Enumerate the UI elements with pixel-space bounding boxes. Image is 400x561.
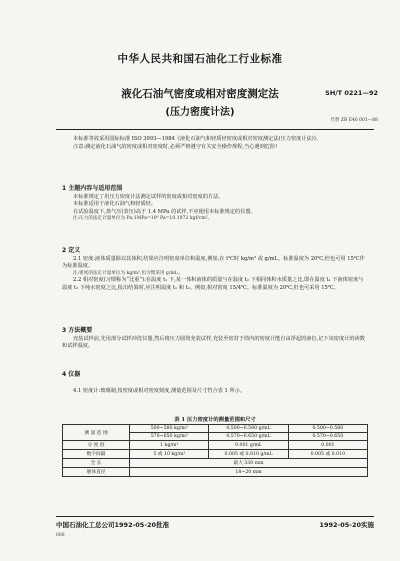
section-4 [62, 371, 368, 395]
table-cell: 0.001 g/mL [209, 441, 288, 450]
table-cell: 0.005 或 0.010 g/mL [209, 450, 288, 459]
table-cell: 1 kg/m³ [130, 441, 209, 450]
table-cell: 0.001 [288, 441, 367, 450]
section-3 [62, 327, 368, 351]
paragraph: 充装试样前,先用部分试样冲洗仪器,然后将压力圆筒充装试样,充装至密封于筒内的密度计能自由浮起的液位,记下该密度计的读数和试样温度。 [62, 335, 365, 350]
intro-paragraph: 本标准等效采用国际标准 ISO 3993—1984《液化石油气和轻质烃密度或相对密度测定法(压力密度计法)》。 [73, 136, 322, 142]
table-cell: 测 量 范 围 [63, 425, 130, 441]
specification-table [62, 424, 368, 477]
intro [62, 136, 368, 151]
section-heading: 3 方法概要 [62, 327, 93, 334]
bottom-divider [56, 516, 374, 517]
table-row [63, 468, 368, 477]
table-cell: 全 长 [63, 459, 130, 468]
section-heading: 4 仪器 [62, 371, 81, 378]
standard-org: 中华人民共和国石油化工行业标准 [117, 53, 283, 65]
table-cell: 躯体直径 [63, 468, 130, 477]
paragraph: 在试验温度下,蒸气压(表压)高于 1.4 MPa 的试样,不应使用本标准规定的仪器。 [73, 208, 256, 215]
table-caption: 表 1 压力密度计的测量范围和尺寸 [174, 417, 256, 423]
top-divider [56, 129, 374, 130]
note: 注:压力的法定计量单位为 Pa;1MPa=10⁶ Pa=10.1972 kgf/cm²。 [73, 216, 213, 222]
table-cell: 最大 330 mm [130, 459, 368, 468]
section-heading: 2 定义 [62, 247, 81, 254]
table-cell: 500~580 kg/m³ [130, 425, 209, 433]
table-cell: 分 度 值 [63, 441, 130, 450]
table-cell: 5 或 10 kg/m³ [130, 450, 209, 459]
paragraph: 2.2 相对密度(习惯称为“比重”):在温度 t₁ 下,某一体积液体的质量与在温度 t₂ 下相同体积水质量之比,即在温度 t₁ 下液体密度与温度 t₂ 下纯水密度之比,报出结果时,应注明温度 t₁ 和 t₂。例如,相对密度 15/4℃。标准温度为 20℃,但也可采用 15℃。 [62, 277, 364, 291]
page-title: 液化石油气密度或相对密度测定法 [121, 88, 279, 100]
paragraph: 本标准规定了用压力密度计法测定试样的密度或相对密度的方法。 [73, 193, 224, 200]
note: 注:密度的法定计量单位为 kg/m³,但习惯采用 g/mL。 [73, 270, 183, 276]
table-cell: 18~20 mm [130, 468, 368, 477]
table-row [63, 425, 368, 433]
table-row [63, 459, 368, 468]
implementation-date: 1992-05-20实施 [319, 521, 374, 529]
paragraph: 4.1 密度计:玻璃制,按密度或相对密度刻度,测量范围及尺寸符合表 1 所示。 [73, 387, 245, 394]
section-1 [62, 185, 368, 223]
table-cell: 数字间隔 [63, 450, 130, 459]
table-row [63, 441, 368, 450]
approval-note: 中国石油化工总公司1992-05-20批准 [56, 521, 170, 529]
paragraph: 本标准适用于液化石油气和轻质烃。 [73, 201, 157, 208]
table-cell: 0.570~0.650 g/mL [209, 433, 288, 441]
page-number: 688 [56, 533, 65, 538]
table-cell: 570~650 kg/m³ [130, 433, 209, 441]
page-subtitle: (压力密度计法) [165, 107, 235, 118]
safety-warning: 注意:测定液化石油气的密度或相对密度时,必须严格遵守有关安全操作规程,当心遇到危险! [73, 143, 278, 150]
replaces-note: 代替 ZB E46 001—88 [330, 118, 378, 123]
table-cell: 0.005 或 0.010 [288, 450, 367, 459]
table-cell: 0.570~0.650 [288, 433, 367, 441]
section-2 [62, 247, 368, 292]
paragraph: 2.1 密度:液体质量除以其体积,结果应注明密度单位和温度,例如,在 t℃时 kg/m³ 或 g/mL。标准温度为 20℃,但也可用 15℃作为标准温度。 [62, 255, 365, 270]
table-row [63, 450, 368, 459]
table-cell: 0.500~0.580 [288, 425, 367, 433]
section-heading: 1 主题内容与适用范围 [62, 185, 123, 192]
standard-code: SH/T 0221—92 [325, 89, 378, 97]
table-cell: 0.500~0.580 g/mL [209, 425, 288, 433]
